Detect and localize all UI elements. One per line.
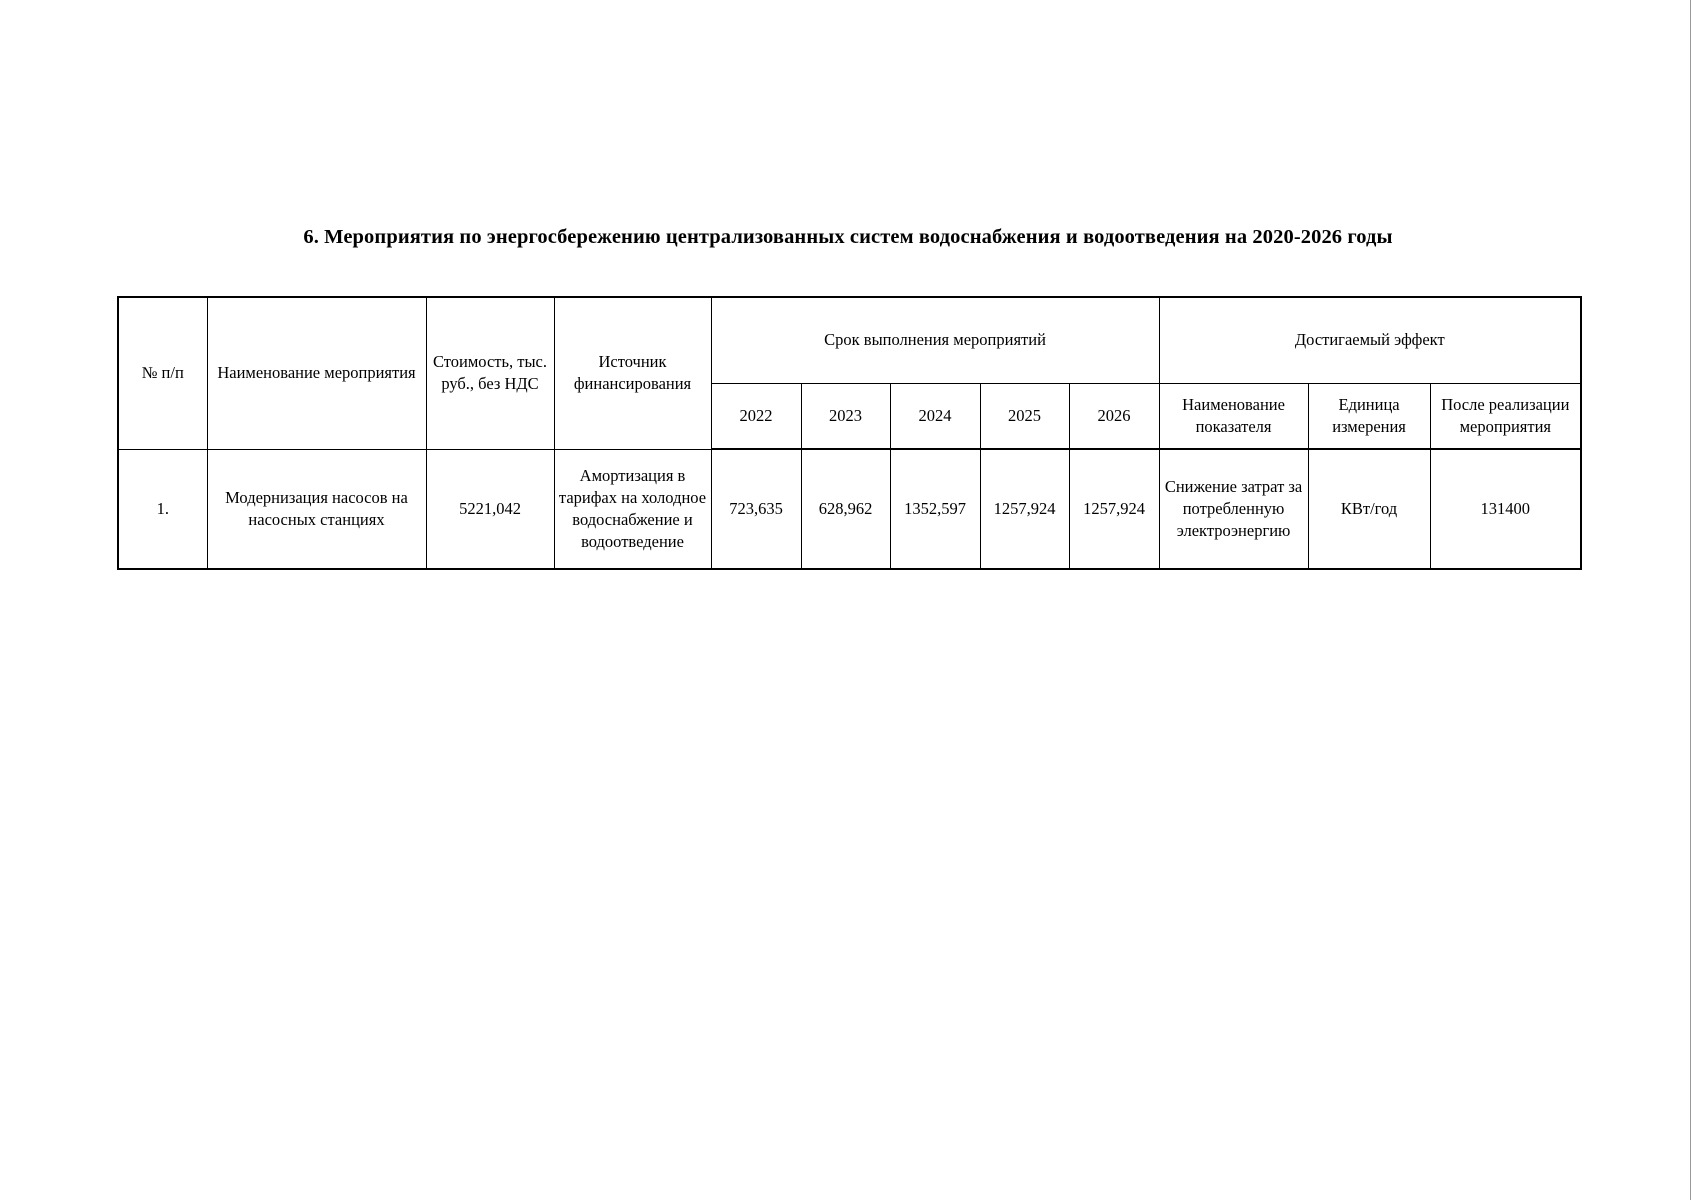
cell-effect-name: Снижение затрат за потребленную электроэнергию (1159, 449, 1308, 569)
cell-name: Модернизация насосов на насосных станциях (207, 449, 426, 569)
cell-num: 1. (118, 449, 207, 569)
cell-effect-unit: КВт/год (1308, 449, 1430, 569)
header-year-2025: 2025 (980, 383, 1069, 449)
cell-year-2022: 723,635 (711, 449, 801, 569)
header-year-2026: 2026 (1069, 383, 1159, 449)
cell-year-2024: 1352,597 (890, 449, 980, 569)
header-effect-unit: Единица измерения (1308, 383, 1430, 449)
header-num: № п/п (118, 297, 207, 449)
header-effect-name: Наименование показателя (1159, 383, 1308, 449)
header-year-2024: 2024 (890, 383, 980, 449)
header-effect-after: После реализации мероприятия (1430, 383, 1581, 449)
table-row (118, 449, 1581, 569)
cell-year-2026: 1257,924 (1069, 449, 1159, 569)
header-term-group: Срок выполнения мероприятий (711, 297, 1159, 383)
page-edge-line (1690, 0, 1691, 1200)
header-year-2023: 2023 (801, 383, 890, 449)
header-effect-group: Достигаемый эффект (1159, 297, 1581, 383)
header-source: Источник финансирования (554, 297, 711, 449)
cell-year-2025: 1257,924 (980, 449, 1069, 569)
cell-year-2023: 628,962 (801, 449, 890, 569)
cell-source: Амортизация в тарифах на холодное водоснабжение и водоотведение (554, 449, 711, 569)
cell-effect-after: 131400 (1430, 449, 1581, 569)
document-title: 6. Мероприятия по энергосбережению централизованных систем водоснабжения и водоотведения на 2020-2026 годы (303, 226, 1393, 248)
measures-table (117, 296, 1582, 570)
header-year-2022: 2022 (711, 383, 801, 449)
header-name: Наименование мероприятия (207, 297, 426, 449)
cell-cost: 5221,042 (426, 449, 554, 569)
header-cost: Стоимость, тыс. руб., без НДС (426, 297, 554, 449)
